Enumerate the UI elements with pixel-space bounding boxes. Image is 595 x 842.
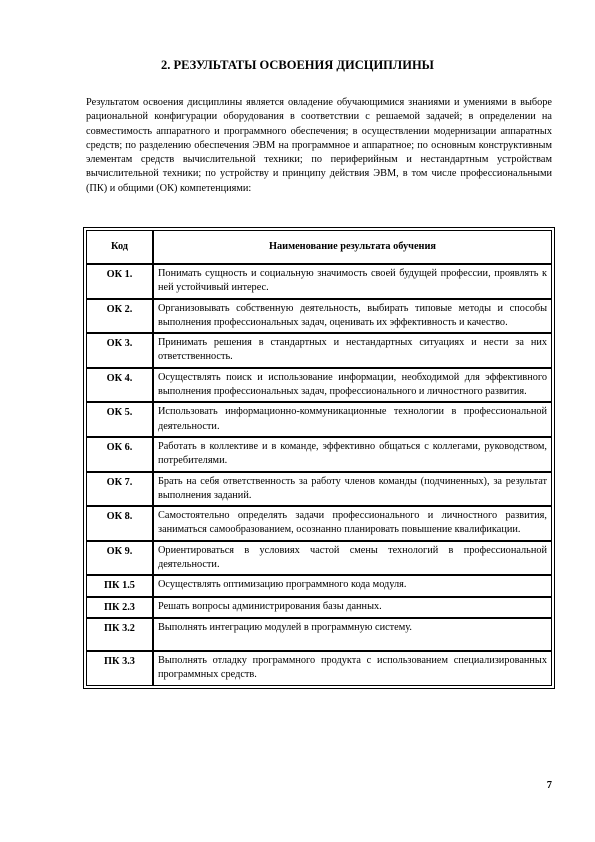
table-row xyxy=(86,402,552,437)
row-text: Выполнять отладку программного продукта с использованием специализированных программных средств. xyxy=(153,651,552,686)
row-code: ОК 1. xyxy=(86,264,153,299)
header-code: Код xyxy=(86,230,153,264)
row-text: Осуществлять оптимизацию программного кода модуля. xyxy=(153,575,552,596)
section-title: 2. РЕЗУЛЬТАТЫ ОСВОЕНИЯ ДИСЦИПЛИНЫ xyxy=(161,58,434,72)
row-code: ПК 1.5 xyxy=(86,575,153,596)
page-number: 7 xyxy=(546,780,552,791)
row-text: Использовать информационно-коммуникационные технологии в профессиональной деятельности. xyxy=(153,402,552,437)
row-text: Ориентироваться в условиях частой смены технологий в профессиональной деятельности. xyxy=(153,541,552,576)
row-text: Работать в коллективе и в команде, эффективно общаться с коллегами, руководством, потребителями. xyxy=(153,437,552,472)
row-code: ОК 9. xyxy=(86,541,153,576)
table-row xyxy=(86,264,552,299)
row-code: ОК 6. xyxy=(86,437,153,472)
table-row xyxy=(86,368,552,403)
header-name: Наименование результата обучения xyxy=(153,230,552,264)
intro-paragraph: Результатом освоения дисциплины является овладение обучающимися знаниями и умениями в выборе рациональной конфигурации оборудования в соответствии с решаемой задачей; в определении на совместимость аппаратного и программного обеспечения; в осуществлении модернизации аппаратных средств; по разделению обеспечения ЭВМ на программное и аппаратное; по основным конструктивным элементам средств вычислительной техники; по периферийным и нестандартным устройствам вычислительной техники; по устройству и принципу действия ЭВМ, в том числе профессиональными (ПК) и общими (ОК) компетенциями: xyxy=(86,97,552,194)
row-text: Решать вопросы администрирования базы данных. xyxy=(153,597,552,618)
row-code: ОК 7. xyxy=(86,472,153,507)
row-text: Выполнять интеграцию модулей в программную систему. xyxy=(153,618,552,651)
row-text: Организовывать собственную деятельность, выбирать типовые методы и способы выполнения профессиональных задач, оценивать их эффективность и качество. xyxy=(153,299,552,334)
table-row xyxy=(86,541,552,576)
table-row xyxy=(86,472,552,507)
table-row xyxy=(86,618,552,651)
row-code: ПК 3.3 xyxy=(86,651,153,686)
competencies-table xyxy=(83,227,555,689)
table-row xyxy=(86,506,552,541)
table-row xyxy=(86,651,552,686)
row-code: ОК 8. xyxy=(86,506,153,541)
row-code: ОК 2. xyxy=(86,299,153,334)
row-text: Осуществлять поиск и использование информации, необходимой для эффективного выполнения профессиональных задач, профессионального и личностного развития. xyxy=(153,368,552,403)
row-code: ПК 3.2 xyxy=(86,618,153,651)
table-row xyxy=(86,437,552,472)
row-text: Принимать решения в стандартных и нестандартных ситуациях и нести за них ответственность. xyxy=(153,333,552,368)
table-row xyxy=(86,333,552,368)
table-header-row xyxy=(86,230,552,264)
row-code: ОК 5. xyxy=(86,402,153,437)
row-text: Понимать сущность и социальную значимость своей будущей профессии, проявлять к ней устойчивый интерес. xyxy=(153,264,552,299)
table-row xyxy=(86,597,552,618)
row-code: ПК 2.3 xyxy=(86,597,153,618)
table-row xyxy=(86,575,552,596)
row-text: Брать на себя ответственность за работу членов команды (подчиненных), за результат выполнения заданий. xyxy=(153,472,552,507)
row-code: ОК 4. xyxy=(86,368,153,403)
row-code: ОК 3. xyxy=(86,333,153,368)
table-row xyxy=(86,299,552,334)
row-text: Самостоятельно определять задачи профессионального и личностного развития, заниматься самообразованием, осознанно планировать повышение квалификации. xyxy=(153,506,552,541)
